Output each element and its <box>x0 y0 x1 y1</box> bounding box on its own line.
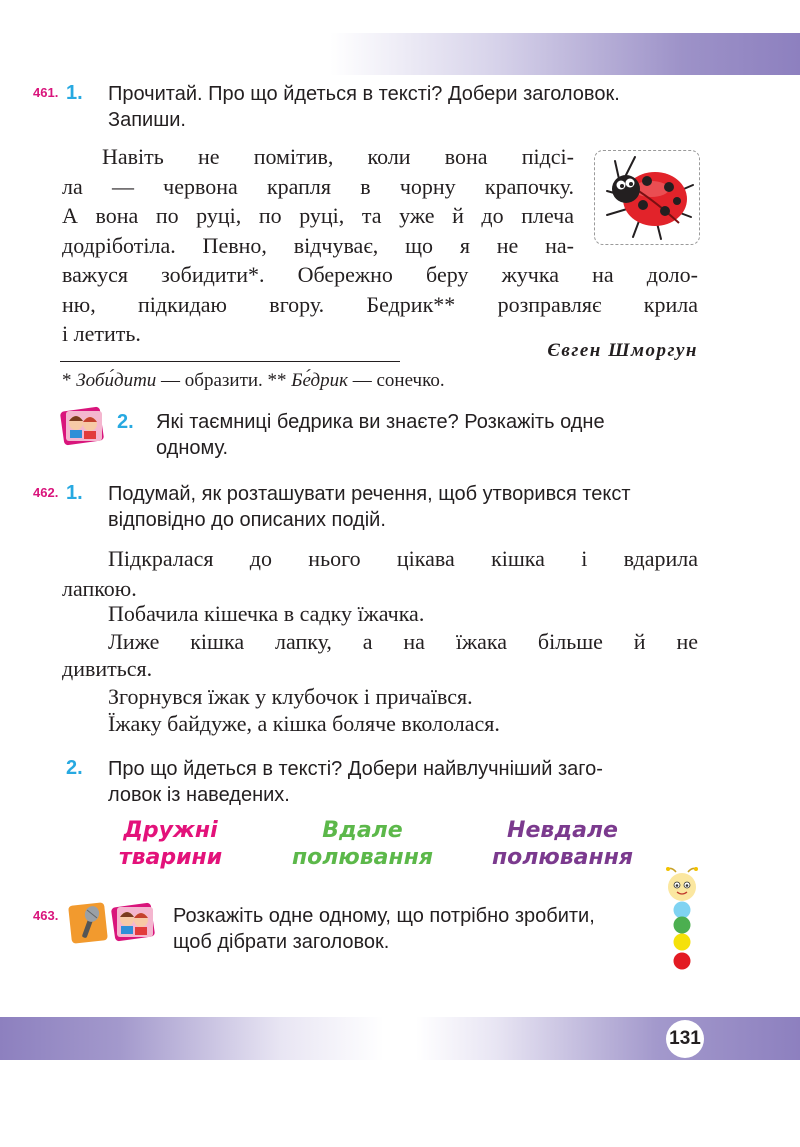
title-line: Вдале <box>322 818 403 843</box>
task-instruction <box>173 903 595 955</box>
sentence: Підкралася до нього цікава кішка і вдарила <box>108 546 698 571</box>
task-number: 2. <box>66 757 83 779</box>
instruction-line: ловок із наведених. <box>108 784 290 806</box>
pair-talk-icon <box>60 403 106 447</box>
exercise-number-462: 462. <box>33 485 59 500</box>
footnote-term: Бе́дрик <box>291 370 348 391</box>
task-instruction <box>108 756 603 808</box>
exercise-number-463: 463. <box>33 908 59 923</box>
task-number: 2. <box>117 411 134 433</box>
instruction-line: Подумай, як розташувати речення, щоб утворився текст <box>108 483 631 505</box>
footnote-mark: * <box>62 370 72 391</box>
title-line: полювання <box>491 845 634 870</box>
ladybug-illustration <box>595 151 699 244</box>
ladybug-frame <box>594 150 700 245</box>
title-option-1 <box>88 817 253 871</box>
instruction-line: Які таємниці бедрика ви знаєте? Розкажіть одне <box>156 411 605 433</box>
sentence: Згорнувся їжак у клубочок і причаївся. <box>108 684 473 709</box>
page-number: 131 <box>666 1020 704 1058</box>
title-option-2 <box>280 817 445 871</box>
text-line: і летить. <box>62 321 141 346</box>
task-number: 1. <box>66 482 83 504</box>
footnote-mark: ** <box>267 370 287 391</box>
footnote-term: Зоби́дити <box>76 370 157 391</box>
text-line: важуся зобидити*. Обережно беру жучка на доло- <box>62 262 698 287</box>
text-line: А вона по руці, по руці, та уже й до плеча <box>62 203 574 228</box>
footnote-definition: — сонечко. <box>352 370 445 391</box>
title-line: Дружні <box>123 818 218 843</box>
footnote <box>62 370 445 392</box>
pair-talk-icon <box>111 899 157 943</box>
instruction-line: щоб дібрати заголовок. <box>173 931 390 953</box>
author-name: Євген Шморгун <box>547 340 698 361</box>
instruction-line: Запиши. <box>108 109 186 131</box>
text-line: ла — червона крапля в чорну крапочку. <box>62 173 574 199</box>
caterpillar-icon <box>662 866 702 974</box>
instruction-line: Розкажіть одне одному, що потрібно зробити, <box>173 905 595 927</box>
title-option-3 <box>480 817 645 871</box>
microphone-icon <box>67 900 109 946</box>
exercise-number-461: 461. <box>33 85 59 100</box>
header-band <box>330 33 800 75</box>
text-line: додріботіла. Певно, відчуває, що я не на- <box>62 232 574 258</box>
text-line: ню, підкидаю вгору. Бедрик** розправляє крила <box>62 291 698 317</box>
title-line: полювання <box>291 845 434 870</box>
sentence: Лиже кішка лапку, а на їжака більше й не <box>108 629 698 654</box>
footnote-definition: — образити. <box>161 370 263 391</box>
footnote-divider <box>60 361 400 362</box>
sentence: лапкою. <box>62 575 137 601</box>
title-line: тварини <box>118 845 223 870</box>
task-instruction <box>108 481 631 533</box>
text-line: Навіть не помітив, коли вона підсі- <box>102 144 574 169</box>
sentence: дивиться. <box>62 656 153 681</box>
sentence: Побачила кішечка в садку їжачка. <box>108 601 425 626</box>
title-line: Невдале <box>507 818 618 843</box>
task-instruction <box>108 81 620 133</box>
instruction-line: Про що йдеться в тексті? Добери найвлучніший заго- <box>108 758 603 780</box>
task-number: 1. <box>66 82 83 104</box>
task-instruction <box>156 409 605 461</box>
instruction-line: відповідно до описаних подій. <box>108 509 386 531</box>
sentence: Їжаку байдуже, а кішка боляче вкололася. <box>108 711 500 736</box>
instruction-line: Прочитай. Про що йдеться в тексті? Добери заголовок. <box>108 83 620 105</box>
instruction-line: одному. <box>156 437 229 459</box>
